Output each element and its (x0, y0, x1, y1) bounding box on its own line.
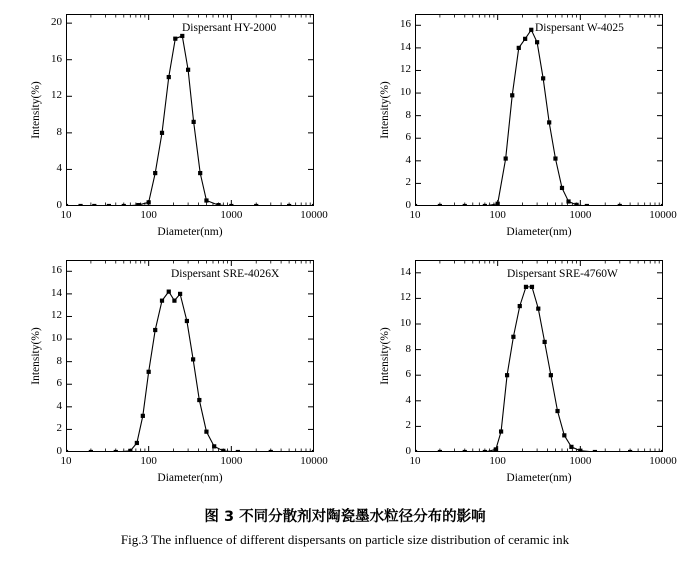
y-tick-label: 6 (56, 377, 62, 390)
y-tick-label: 2 (56, 422, 62, 435)
y-tick-label: 12 (400, 291, 411, 304)
y-axis-label-wrap (357, 14, 391, 206)
x-tick-label: 10000 (649, 209, 677, 221)
x-tick-label: 100 (140, 209, 157, 221)
y-tick-label: 4 (56, 162, 62, 175)
panel-title: Dispersant W-4025 (535, 22, 624, 34)
plot-series (415, 260, 663, 452)
chart-panel-sre4026x (6, 250, 331, 492)
x-tick-label: 100 (489, 209, 506, 221)
y-axis-label-wrap (8, 14, 42, 206)
y-tick-label: 8 (56, 125, 62, 138)
x-tick-label: 10 (409, 209, 421, 221)
plot-series (415, 14, 663, 206)
y-axis-label: Intensity(%) (30, 327, 42, 385)
y-tick-label: 10 (400, 317, 411, 329)
y-axis-label: Intensity(%) (379, 81, 391, 139)
x-tick-label: 1000 (220, 455, 243, 467)
x-tick-label: 10 (60, 455, 72, 467)
plot-series (66, 14, 314, 206)
chart-panel-hy2000 (6, 4, 331, 246)
y-tick-label: 2 (405, 419, 411, 432)
x-axis-label: Diameter(nm) (157, 226, 223, 238)
panel-title: Dispersant HY-2000 (182, 22, 277, 34)
y-tick-label: 0 (405, 445, 411, 457)
x-tick-label: 100 (489, 455, 506, 467)
y-tick-label: 16 (51, 52, 62, 65)
x-tick-label: 10000 (300, 209, 328, 221)
y-tick-label: 4 (56, 399, 62, 412)
y-tick-label: 10 (400, 86, 411, 99)
y-tick-label: 6 (405, 368, 411, 381)
x-axis-label: Diameter(nm) (506, 226, 572, 238)
x-tick-label: 10000 (300, 455, 328, 467)
y-tick-label: 16 (51, 264, 62, 277)
x-axis-label: Diameter(nm) (506, 472, 572, 484)
y-tick-label: 0 (405, 199, 411, 211)
figure-caption-chinese: 图 3 不同分散剂对陶瓷墨水粒径分布的影响 (204, 509, 486, 525)
y-tick-label: 0 (56, 445, 62, 457)
y-tick-label: 6 (405, 131, 411, 144)
x-tick-label: 10 (60, 209, 72, 221)
panel-title: Dispersant SRE-4026X (171, 268, 280, 280)
x-tick-label: 10000 (649, 455, 677, 467)
y-tick-label: 20 (51, 16, 62, 29)
y-axis-label-wrap (357, 260, 391, 452)
x-axis-label: Diameter(nm) (157, 472, 223, 484)
y-tick-label: 8 (56, 354, 62, 367)
y-tick-label: 12 (51, 89, 62, 102)
y-tick-label: 0 (56, 199, 62, 211)
y-tick-label: 8 (405, 108, 411, 121)
y-tick-label: 14 (51, 286, 62, 299)
y-tick-label: 14 (400, 265, 411, 278)
y-tick-label: 8 (405, 342, 411, 355)
y-tick-label: 4 (405, 393, 411, 406)
y-axis-label-wrap (8, 260, 42, 452)
x-tick-label: 100 (140, 455, 157, 467)
plot-series (66, 260, 314, 452)
x-tick-label: 1000 (569, 455, 592, 467)
y-tick-label: 12 (400, 63, 411, 76)
panel-title: Dispersant SRE-4760W (507, 268, 618, 280)
y-axis-label: Intensity(%) (379, 327, 391, 385)
chart-panel-sre4760w (355, 250, 680, 492)
figure-caption-english: Fig.3 The influence of different dispersants on particle size distribution of ceramic ink (120, 532, 570, 547)
y-tick-label: 10 (51, 332, 62, 345)
y-axis-label: Intensity(%) (30, 81, 42, 139)
y-tick-label: 12 (51, 309, 62, 322)
y-tick-label: 16 (400, 18, 411, 31)
x-tick-label: 10 (409, 455, 421, 467)
x-tick-label: 1000 (220, 209, 243, 221)
y-tick-label: 4 (405, 153, 411, 166)
x-tick-label: 1000 (569, 209, 592, 221)
y-tick-label: 2 (405, 176, 411, 189)
y-tick-label: 14 (400, 40, 411, 53)
chart-panel-w4025 (355, 4, 680, 246)
